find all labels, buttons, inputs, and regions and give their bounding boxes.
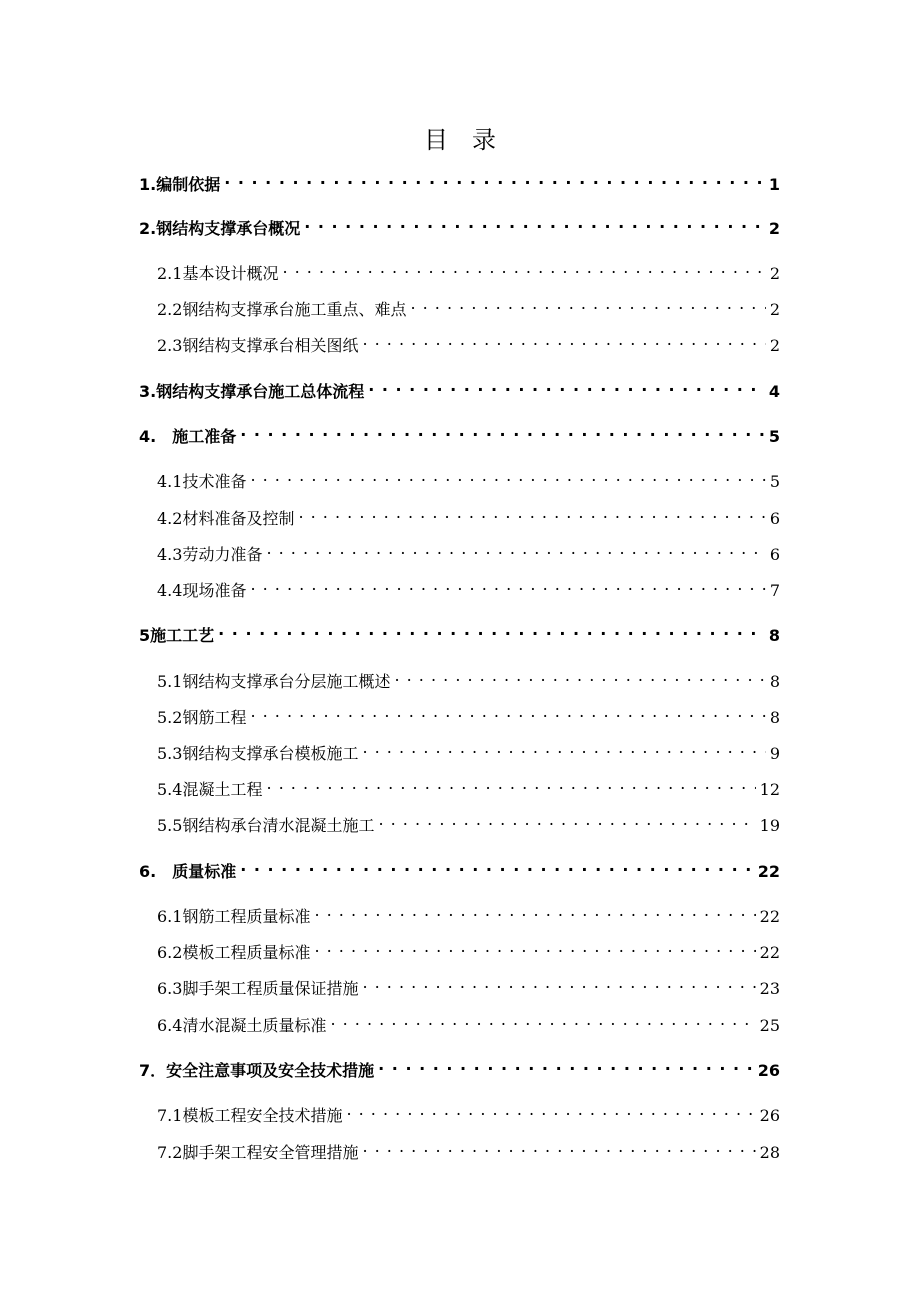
toc-entry[interactable] xyxy=(157,809,780,837)
toc-entry[interactable] xyxy=(157,773,780,801)
toc-entry[interactable] xyxy=(157,737,780,765)
toc-entry-page: 5 xyxy=(768,427,780,446)
toc-entry-label: 5施工工艺 xyxy=(139,626,215,645)
toc-dot-leader xyxy=(314,936,755,958)
toc-dot-leader xyxy=(298,502,765,524)
toc-dot-leader xyxy=(218,619,765,641)
toc-entry-page: 19 xyxy=(759,816,780,835)
toc-entry-label: 2.1基本设计概况 xyxy=(157,264,279,283)
toc-entry-label: 2.钢结构支撑承台概况 xyxy=(139,219,301,238)
toc-entry-page: 6 xyxy=(769,545,780,564)
toc-entry-label: 6.1钢筋工程质量标准 xyxy=(157,907,311,926)
toc-entry[interactable] xyxy=(157,665,780,693)
toc-dot-leader xyxy=(346,1099,755,1121)
toc-entry[interactable] xyxy=(157,1136,780,1164)
toc-entry-page: 22 xyxy=(757,862,780,881)
toc-dot-leader xyxy=(362,737,765,759)
toc-entry-page: 8 xyxy=(769,708,780,727)
toc-entry[interactable] xyxy=(157,465,780,493)
toc-dot-leader xyxy=(378,809,755,831)
toc-entry-label: 7.1模板工程安全技术措施 xyxy=(157,1106,343,1125)
toc-entry[interactable] xyxy=(157,538,780,566)
toc-entry-label: 5.5钢结构承台清水混凝土施工 xyxy=(157,816,375,835)
toc-entry-page: 22 xyxy=(759,907,780,926)
toc-entry-page: 2 xyxy=(769,300,780,319)
toc-entry[interactable] xyxy=(157,936,780,964)
toc-entry[interactable] xyxy=(139,855,780,883)
toc-dot-leader xyxy=(250,465,765,487)
toc-entry-label: 4.2材料准备及控制 xyxy=(157,509,295,528)
toc-entry-label: 5.4混凝土工程 xyxy=(157,780,263,799)
toc-entry-label: 6.4清水混凝土质量标准 xyxy=(157,1016,327,1035)
toc-entry-label: 7．安全注意事项及安全技术措施 xyxy=(139,1061,375,1080)
toc-entry-label: 3.钢结构支撑承台施工总体流程 xyxy=(139,382,365,401)
toc-entry[interactable] xyxy=(157,972,780,1000)
toc-dot-leader xyxy=(362,1136,755,1158)
toc-entry[interactable] xyxy=(139,1054,780,1082)
toc-entry[interactable] xyxy=(157,502,780,530)
toc-entry-label: 2.2钢结构支撑承台施工重点、难点 xyxy=(157,300,407,319)
toc-entry[interactable] xyxy=(157,900,780,928)
toc-entry[interactable] xyxy=(139,420,780,448)
toc-entry-label: 4.1技术准备 xyxy=(157,472,247,491)
toc-dot-leader xyxy=(224,168,765,190)
toc-entry-label: 6.3脚手架工程质量保证措施 xyxy=(157,979,359,998)
toc-dot-leader xyxy=(282,257,765,279)
toc-dot-leader xyxy=(266,538,765,560)
toc-entry-page: 6 xyxy=(769,509,780,528)
toc-dot-leader xyxy=(362,972,755,994)
toc-entry-page: 2 xyxy=(768,219,780,238)
toc-entry-page: 4 xyxy=(768,382,780,401)
toc-entry-label: 6.2模板工程质量标准 xyxy=(157,943,311,962)
toc-entry[interactable] xyxy=(157,574,780,602)
toc-entry-page: 5 xyxy=(769,472,780,491)
toc-dot-leader xyxy=(266,773,755,795)
toc-entry-label: 4.4现场准备 xyxy=(157,581,247,600)
toc-dot-leader xyxy=(240,420,765,442)
toc-entry-page: 8 xyxy=(768,626,780,645)
toc-dot-leader xyxy=(410,293,765,315)
toc-dot-leader xyxy=(394,665,765,687)
toc-entry[interactable] xyxy=(139,168,780,196)
toc-entry-page: 2 xyxy=(769,264,780,283)
toc-dot-leader xyxy=(240,855,754,877)
toc-entry-page: 2 xyxy=(769,336,780,355)
toc-dot-leader xyxy=(314,900,755,922)
toc-dot-leader xyxy=(304,212,765,234)
toc-entry-page: 7 xyxy=(769,581,780,600)
toc-entry-page: 9 xyxy=(769,744,780,763)
toc-entry-label: 2.3钢结构支撑承台相关图纸 xyxy=(157,336,359,355)
toc-entry-page: 26 xyxy=(759,1106,780,1125)
toc-entry[interactable] xyxy=(157,1009,780,1037)
toc-entry-page: 12 xyxy=(759,780,780,799)
toc-entry-label: 5.1钢结构支撑承台分层施工概述 xyxy=(157,672,391,691)
toc-entry-label: 1.编制依据 xyxy=(139,175,221,194)
toc-entry[interactable] xyxy=(139,212,780,240)
toc-entry-label: 5.3钢结构支撑承台模板施工 xyxy=(157,744,359,763)
toc-dot-leader xyxy=(250,574,765,596)
toc-entry-page: 25 xyxy=(759,1016,780,1035)
toc-entry-label: 7.2脚手架工程安全管理措施 xyxy=(157,1143,359,1162)
toc-entry[interactable] xyxy=(157,1099,780,1127)
toc-entry-page: 1 xyxy=(768,175,780,194)
toc-entry[interactable] xyxy=(157,257,780,285)
toc-entry-label: 6. 质量标准 xyxy=(139,862,237,881)
toc-entry[interactable] xyxy=(139,375,780,403)
toc-dot-leader xyxy=(362,329,765,351)
toc-entry-page: 23 xyxy=(759,979,780,998)
toc-entry[interactable] xyxy=(157,701,780,729)
toc-dot-leader xyxy=(330,1009,755,1031)
toc-entry[interactable] xyxy=(157,293,780,321)
toc-entry-label: 5.2钢筋工程 xyxy=(157,708,247,727)
toc-title: 目 录 xyxy=(424,126,496,154)
toc-entry-label: 4.3劳动力准备 xyxy=(157,545,263,564)
toc-entry-page: 8 xyxy=(769,672,780,691)
toc-entry-label: 4. 施工准备 xyxy=(139,427,237,446)
toc-entry[interactable] xyxy=(157,329,780,357)
toc-dot-leader xyxy=(250,701,765,723)
toc-entry[interactable] xyxy=(139,619,780,647)
toc-dot-leader xyxy=(378,1054,754,1076)
toc-entry-page: 28 xyxy=(759,1143,780,1162)
toc-entry-page: 26 xyxy=(757,1061,780,1080)
toc-entry-page: 22 xyxy=(759,943,780,962)
toc-dot-leader xyxy=(368,375,765,397)
